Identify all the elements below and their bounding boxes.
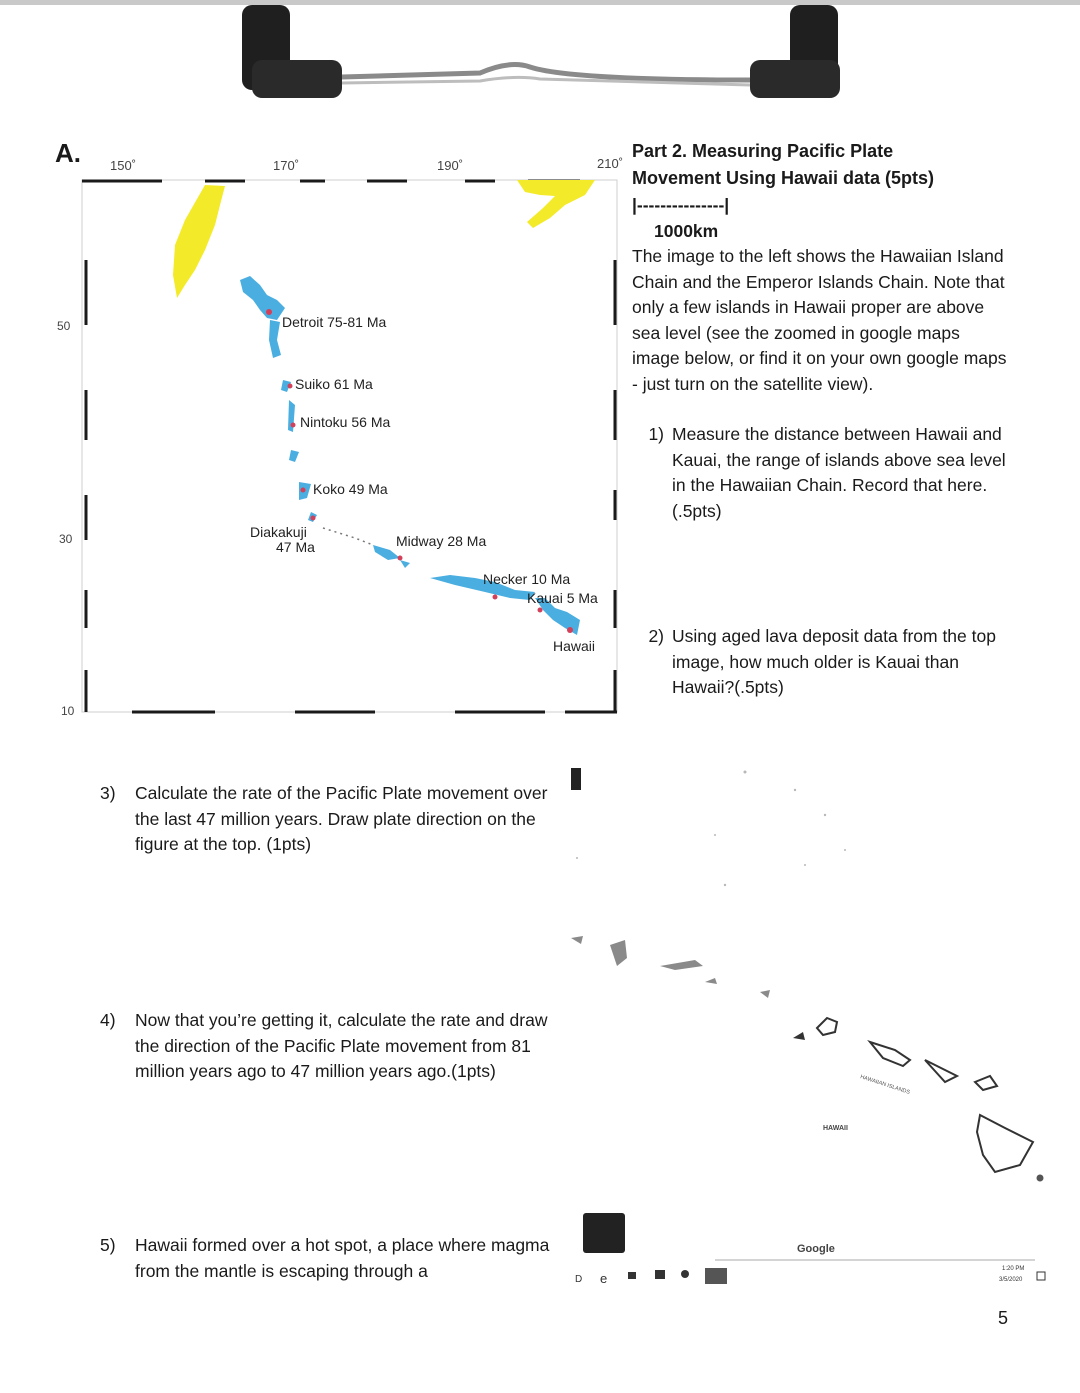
question-number: 1) [648, 424, 664, 444]
latitude-label: 50 [57, 319, 71, 333]
island-label-diakakuji-age: 47 Ma [276, 539, 315, 555]
map-chain-label: HAWAIIAN ISLANDS [859, 1074, 911, 1096]
question-text: Now that you’re getting it, calculate the rate and draw the direction of the Pacific Plate movement from 81 million years ago to 47 million years ago.(1pts) [135, 1010, 548, 1081]
part2-title-line1: Part 2. Measuring Pacific Plate [632, 141, 894, 161]
question-number: 5) [100, 1235, 116, 1255]
island-label-midway: Midway 28 Ma [396, 533, 487, 549]
latitude-label: 10 [61, 704, 75, 718]
longitude-label: 210˚ [597, 156, 624, 171]
google-maps-screenshot [565, 760, 1055, 1300]
question-text: Hawaii formed over a hot spot, a place where magma from the mantle is escaping through a [135, 1235, 550, 1281]
clipboard-clip [230, 5, 850, 110]
svg-text:e: e [600, 1271, 608, 1286]
google-logo: Google [797, 1243, 835, 1255]
question-text: Using aged lava deposit data from the top image, how much older is Kauai than Hawaii?(.5pts) [672, 626, 996, 697]
taskbar-date: 3/5/2020 [999, 1277, 1023, 1283]
intro-paragraph: The image to the left shows the Hawaiian Island Chain and the Emperor Islands Chain. Note that only a few islands in Hawaii proper are above sea level (see the zoomed in google maps image below, or find it on your own google maps - just turn on the satellite view). [632, 246, 1007, 394]
scale-label: 1000km [654, 220, 719, 241]
question-4 [100, 1008, 550, 1085]
island-label-detroit: Detroit 75-81 Ma [282, 314, 387, 330]
longitude-label: 190˚ [437, 158, 464, 173]
latitude-label: 30 [59, 532, 73, 546]
question-text: Calculate the rate of the Pacific Plate movement over the last 47 million years. Draw plate direction on the figure at the top. (1pts) [135, 783, 548, 854]
question-3 [100, 781, 550, 858]
scale-bar: |---------------| [632, 195, 730, 215]
map-region-label: HAWAII [823, 1125, 848, 1132]
question-2 [632, 624, 1007, 701]
part2-column [632, 138, 1007, 701]
island-label-hawaii: Hawaii [553, 638, 596, 654]
island-label-koko: Koko 49 Ma [313, 481, 388, 497]
island-label-kauai: Kauai 5 Ma [527, 590, 598, 606]
island-label-nintoku: Nintoku 56 Ma [300, 414, 391, 430]
taskbar-time: 1:20 PM [1002, 1266, 1025, 1272]
page-number: 5 [998, 1308, 1009, 1328]
island-label-necker: Necker 10 Ma [483, 571, 571, 587]
question-number: 4) [100, 1010, 116, 1030]
alaska-land [517, 180, 595, 228]
kamchatka-land [173, 185, 225, 298]
figure-label: A. [55, 138, 81, 168]
longitude-label: 170˚ [273, 158, 300, 173]
question-text: Measure the distance between Hawaii and Kauai, the range of islands above sea level in the Hawaiian Chain. Record that here. (.5pts) [672, 424, 1006, 521]
question-5 [100, 1233, 550, 1284]
question-number: 3) [100, 783, 116, 803]
longitude-label: 150˚ [110, 158, 137, 173]
island-label-diakakuji: Diakakuji [250, 524, 307, 540]
part2-title-line2: Movement Using Hawaii data (5pts) [632, 168, 935, 188]
island-label-suiko: Suiko 61 Ma [295, 376, 373, 392]
hawaiian-emperor-map [55, 150, 635, 730]
question-1 [632, 422, 1007, 524]
svg-text:D: D [575, 1274, 583, 1285]
question-number: 2) [648, 626, 664, 646]
map-frame-dashes [82, 181, 617, 712]
